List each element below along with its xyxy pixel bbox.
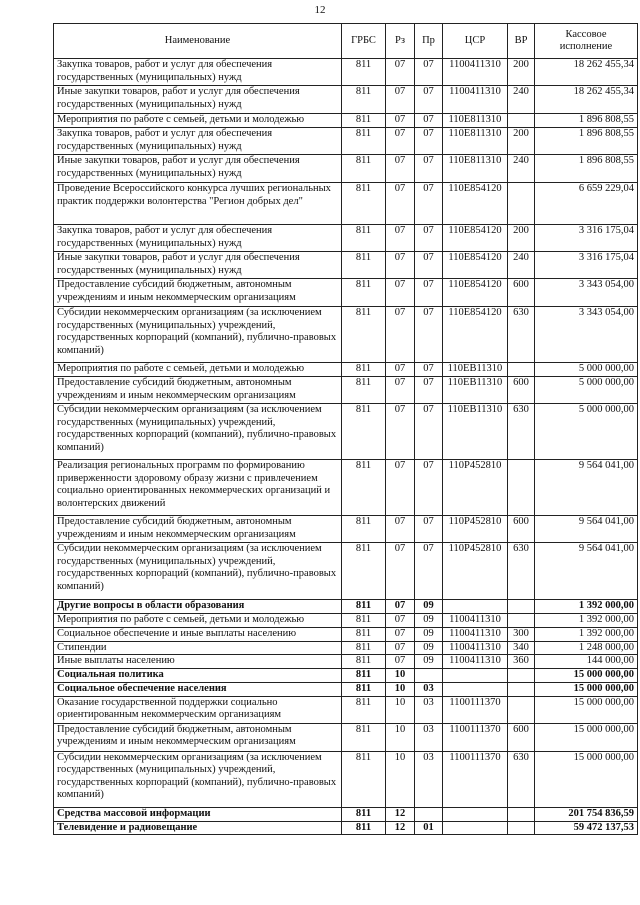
cell-rz: 07 <box>386 543 415 600</box>
cell-grbs: 811 <box>342 155 386 183</box>
cell-csr: 110EB11310 <box>443 363 508 377</box>
cell-rz: 07 <box>386 627 415 641</box>
cell-grbs: 811 <box>342 543 386 600</box>
cell-grbs: 811 <box>342 377 386 404</box>
cell-pr: 07 <box>415 114 443 128</box>
cell-csr <box>443 669 508 683</box>
cell-grbs: 811 <box>342 363 386 377</box>
cell-pr: 07 <box>415 155 443 183</box>
cell-grbs: 811 <box>342 183 386 225</box>
cell-name: Мероприятия по работе с семьей, детьми и молодежью <box>54 114 342 128</box>
cell-vr: 600 <box>508 516 535 543</box>
header-name: Наименование <box>54 24 342 59</box>
cell-name: Предоставление субсидий бюджетным, автономным учреждениям и иным некоммерческим организациям <box>54 377 342 404</box>
cell-vr: 240 <box>508 86 535 114</box>
cell-rz: 10 <box>386 751 415 807</box>
cell-grbs: 811 <box>342 723 386 751</box>
cell-name: Иные закупки товаров, работ и услуг для обеспечения государственных (муниципальных) нужд <box>54 155 342 183</box>
table-row <box>54 279 638 307</box>
table-row <box>54 183 638 225</box>
cell-pr: 09 <box>415 600 443 614</box>
cell-name: Телевидение и радиовещание <box>54 821 342 835</box>
cell-csr: 1100411310 <box>443 59 508 86</box>
cell-grbs: 811 <box>342 225 386 252</box>
cell-rz: 07 <box>386 252 415 279</box>
cell-vr: 200 <box>508 128 535 155</box>
table-row <box>54 363 638 377</box>
cell-amount: 5 000 000,00 <box>535 404 638 460</box>
budget-execution-table <box>53 23 638 835</box>
cell-name: Оказание государственной поддержки социально ориентированным некоммерческим организациям <box>54 696 342 723</box>
cell-csr: 1100411310 <box>443 86 508 114</box>
cell-csr: 1100411310 <box>443 641 508 655</box>
header-grbs: ГРБС <box>342 24 386 59</box>
cell-csr: 1100411310 <box>443 627 508 641</box>
cell-csr: 110E811310 <box>443 155 508 183</box>
cell-vr <box>508 460 535 516</box>
table-body <box>54 59 638 835</box>
cell-name: Иные выплаты населению <box>54 655 342 669</box>
cell-name: Средства массовой информации <box>54 807 342 821</box>
table-row <box>54 682 638 696</box>
cell-rz: 07 <box>386 86 415 114</box>
cell-amount: 15 000 000,00 <box>535 723 638 751</box>
cell-vr <box>508 821 535 835</box>
table-row <box>54 614 638 628</box>
cell-amount: 1 392 000,00 <box>535 627 638 641</box>
cell-name: Предоставление субсидий бюджетным, автономным учреждениям и иным некоммерческим организациям <box>54 516 342 543</box>
header-pr: Пр <box>415 24 443 59</box>
cell-amount: 3 316 175,04 <box>535 252 638 279</box>
table-row <box>54 641 638 655</box>
cell-pr: 07 <box>415 404 443 460</box>
cell-csr: 110E854120 <box>443 279 508 307</box>
cell-vr: 360 <box>508 655 535 669</box>
header-vr: ВР <box>508 24 535 59</box>
table-row <box>54 86 638 114</box>
cell-csr: 110E811310 <box>443 114 508 128</box>
cell-grbs: 811 <box>342 516 386 543</box>
cell-rz: 07 <box>386 363 415 377</box>
cell-amount: 15 000 000,00 <box>535 751 638 807</box>
cell-csr: 1100111370 <box>443 696 508 723</box>
cell-amount: 1 896 808,55 <box>535 114 638 128</box>
cell-name: Другие вопросы в области образования <box>54 600 342 614</box>
cell-csr: 1100411310 <box>443 655 508 669</box>
cell-name: Иные закупки товаров, работ и услуг для обеспечения государственных (муниципальных) нужд <box>54 86 342 114</box>
cell-name: Проведение Всероссийского конкурса лучших региональных практик поддержки волонтерства "Регион добрых дел" <box>54 183 342 225</box>
cell-grbs: 811 <box>342 59 386 86</box>
cell-pr: 09 <box>415 655 443 669</box>
table-row <box>54 807 638 821</box>
cell-pr: 07 <box>415 363 443 377</box>
cell-vr: 240 <box>508 252 535 279</box>
cell-grbs: 811 <box>342 86 386 114</box>
cell-grbs: 811 <box>342 404 386 460</box>
header-amount: Кассовое исполнение <box>535 24 638 59</box>
cell-pr: 03 <box>415 682 443 696</box>
cell-rz: 07 <box>386 128 415 155</box>
cell-vr: 340 <box>508 641 535 655</box>
table-header-row <box>54 24 638 59</box>
cell-rz: 07 <box>386 516 415 543</box>
cell-csr: 1100411310 <box>443 614 508 628</box>
cell-csr: 110E854120 <box>443 183 508 225</box>
cell-pr: 03 <box>415 723 443 751</box>
cell-amount: 1 392 000,00 <box>535 614 638 628</box>
cell-vr: 240 <box>508 155 535 183</box>
cell-pr: 07 <box>415 252 443 279</box>
cell-vr: 300 <box>508 627 535 641</box>
cell-name: Мероприятия по работе с семьей, детьми и молодежью <box>54 363 342 377</box>
table-row <box>54 821 638 835</box>
cell-amount: 9 564 041,00 <box>535 460 638 516</box>
cell-pr: 07 <box>415 279 443 307</box>
cell-pr: 09 <box>415 614 443 628</box>
cell-vr: 630 <box>508 543 535 600</box>
cell-vr <box>508 696 535 723</box>
cell-grbs: 811 <box>342 128 386 155</box>
table-row <box>54 543 638 600</box>
cell-grbs: 811 <box>342 751 386 807</box>
cell-pr: 07 <box>415 516 443 543</box>
table-row <box>54 600 638 614</box>
cell-vr: 200 <box>508 59 535 86</box>
cell-name: Субсидии некоммерческим организациям (за исключением государственных (муниципальных) учреждений, государственных корпораций (компаний), публично-правовых компаний) <box>54 543 342 600</box>
cell-amount: 1 392 000,00 <box>535 600 638 614</box>
table-row <box>54 655 638 669</box>
cell-grbs: 811 <box>342 669 386 683</box>
cell-rz: 10 <box>386 696 415 723</box>
cell-vr: 630 <box>508 307 535 363</box>
cell-pr: 07 <box>415 128 443 155</box>
cell-name: Социальное обеспечение населения <box>54 682 342 696</box>
cell-vr <box>508 669 535 683</box>
cell-name: Социальная политика <box>54 669 342 683</box>
cell-vr: 600 <box>508 723 535 751</box>
cell-grbs: 811 <box>342 807 386 821</box>
table-row <box>54 696 638 723</box>
cell-name: Закупка товаров, работ и услуг для обеспечения государственных (муниципальных) нужд <box>54 225 342 252</box>
cell-amount: 9 564 041,00 <box>535 543 638 600</box>
cell-name: Стипендии <box>54 641 342 655</box>
cell-pr: 07 <box>415 377 443 404</box>
cell-csr: 110E811310 <box>443 128 508 155</box>
cell-amount: 5 000 000,00 <box>535 363 638 377</box>
cell-name: Закупка товаров, работ и услуг для обеспечения государственных (муниципальных) нужд <box>54 59 342 86</box>
cell-vr <box>508 363 535 377</box>
cell-rz: 07 <box>386 225 415 252</box>
cell-pr: 03 <box>415 751 443 807</box>
cell-grbs: 811 <box>342 114 386 128</box>
cell-amount: 18 262 455,34 <box>535 86 638 114</box>
cell-amount: 18 262 455,34 <box>535 59 638 86</box>
table-row <box>54 751 638 807</box>
cell-rz: 10 <box>386 669 415 683</box>
cell-pr: 03 <box>415 696 443 723</box>
cell-rz: 07 <box>386 183 415 225</box>
cell-csr: 1100111370 <box>443 751 508 807</box>
cell-rz: 12 <box>386 821 415 835</box>
cell-pr: 07 <box>415 59 443 86</box>
cell-grbs: 811 <box>342 600 386 614</box>
cell-rz: 07 <box>386 59 415 86</box>
cell-amount: 1 896 808,55 <box>535 155 638 183</box>
cell-amount: 1 896 808,55 <box>535 128 638 155</box>
cell-grbs: 811 <box>342 614 386 628</box>
cell-name: Социальное обеспечение и иные выплаты населению <box>54 627 342 641</box>
cell-vr: 200 <box>508 225 535 252</box>
cell-vr <box>508 682 535 696</box>
cell-amount: 3 343 054,00 <box>535 307 638 363</box>
cell-amount: 1 248 000,00 <box>535 641 638 655</box>
cell-rz: 07 <box>386 655 415 669</box>
cell-amount: 6 659 229,04 <box>535 183 638 225</box>
table-row <box>54 128 638 155</box>
cell-vr <box>508 114 535 128</box>
cell-rz: 07 <box>386 404 415 460</box>
cell-vr: 600 <box>508 279 535 307</box>
cell-amount: 59 472 137,53 <box>535 821 638 835</box>
cell-csr <box>443 807 508 821</box>
cell-rz: 07 <box>386 114 415 128</box>
cell-pr: 07 <box>415 183 443 225</box>
cell-rz: 07 <box>386 641 415 655</box>
cell-amount: 15 000 000,00 <box>535 682 638 696</box>
cell-rz: 07 <box>386 155 415 183</box>
cell-vr <box>508 600 535 614</box>
cell-amount: 15 000 000,00 <box>535 669 638 683</box>
cell-rz: 10 <box>386 723 415 751</box>
table-row <box>54 404 638 460</box>
cell-rz: 07 <box>386 600 415 614</box>
cell-amount: 3 343 054,00 <box>535 279 638 307</box>
cell-name: Субсидии некоммерческим организациям (за исключением государственных (муниципальных) учреждений, государственных корпораций (компаний), публично-правовых компаний) <box>54 307 342 363</box>
table-row <box>54 723 638 751</box>
table-row <box>54 114 638 128</box>
cell-rz: 10 <box>386 682 415 696</box>
page-number: 12 <box>314 4 326 16</box>
cell-csr <box>443 600 508 614</box>
table-row <box>54 669 638 683</box>
cell-csr <box>443 682 508 696</box>
cell-csr: 110E854120 <box>443 225 508 252</box>
cell-grbs: 811 <box>342 627 386 641</box>
cell-grbs: 811 <box>342 307 386 363</box>
cell-rz: 07 <box>386 614 415 628</box>
table-row <box>54 252 638 279</box>
cell-amount: 201 754 836,59 <box>535 807 638 821</box>
cell-grbs: 811 <box>342 641 386 655</box>
cell-rz: 07 <box>386 279 415 307</box>
cell-name: Предоставление субсидий бюджетным, автономным учреждениям и иным некоммерческим организациям <box>54 279 342 307</box>
cell-grbs: 811 <box>342 460 386 516</box>
cell-vr <box>508 614 535 628</box>
table-row <box>54 307 638 363</box>
cell-csr: 110P452810 <box>443 516 508 543</box>
cell-pr <box>415 807 443 821</box>
cell-amount: 5 000 000,00 <box>535 377 638 404</box>
cell-amount: 3 316 175,04 <box>535 225 638 252</box>
cell-vr: 600 <box>508 377 535 404</box>
cell-pr: 07 <box>415 86 443 114</box>
cell-csr: 110EB11310 <box>443 377 508 404</box>
cell-pr <box>415 669 443 683</box>
cell-grbs: 811 <box>342 821 386 835</box>
cell-csr: 110P452810 <box>443 460 508 516</box>
cell-grbs: 811 <box>342 696 386 723</box>
cell-name: Иные закупки товаров, работ и услуг для обеспечения государственных (муниципальных) нужд <box>54 252 342 279</box>
cell-amount: 15 000 000,00 <box>535 696 638 723</box>
cell-rz: 07 <box>386 307 415 363</box>
cell-amount: 9 564 041,00 <box>535 516 638 543</box>
cell-pr: 07 <box>415 543 443 600</box>
cell-csr <box>443 821 508 835</box>
table-row <box>54 627 638 641</box>
cell-grbs: 811 <box>342 655 386 669</box>
table-row <box>54 155 638 183</box>
cell-name: Мероприятия по работе с семьей, детьми и молодежью <box>54 614 342 628</box>
cell-pr: 07 <box>415 225 443 252</box>
cell-name: Предоставление субсидий бюджетным, автономным учреждениям и иным некоммерческим организациям <box>54 723 342 751</box>
table-row <box>54 59 638 86</box>
cell-name: Закупка товаров, работ и услуг для обеспечения государственных (муниципальных) нужд <box>54 128 342 155</box>
cell-vr <box>508 183 535 225</box>
cell-csr: 110P452810 <box>443 543 508 600</box>
cell-name: Субсидии некоммерческим организациям (за исключением государственных (муниципальных) учреждений, государственных корпораций (компаний), публично-правовых компаний) <box>54 751 342 807</box>
table-row <box>54 377 638 404</box>
table-row <box>54 460 638 516</box>
table-row <box>54 225 638 252</box>
cell-grbs: 811 <box>342 279 386 307</box>
cell-rz: 07 <box>386 460 415 516</box>
cell-amount: 144 000,00 <box>535 655 638 669</box>
cell-rz: 12 <box>386 807 415 821</box>
cell-rz: 07 <box>386 377 415 404</box>
cell-vr: 630 <box>508 404 535 460</box>
cell-csr: 110E854120 <box>443 307 508 363</box>
header-csr: ЦСР <box>443 24 508 59</box>
cell-pr: 01 <box>415 821 443 835</box>
cell-vr: 630 <box>508 751 535 807</box>
cell-csr: 1100111370 <box>443 723 508 751</box>
cell-name: Реализация региональных программ по формированию приверженности здоровому образу жизни с привлечением социально ориентированных некоммерческих организаций и волонтерских движений <box>54 460 342 516</box>
cell-name: Субсидии некоммерческим организациям (за исключением государственных (муниципальных) учреждений, государственных корпораций (компаний), публично-правовых компаний) <box>54 404 342 460</box>
cell-grbs: 811 <box>342 252 386 279</box>
cell-pr: 09 <box>415 627 443 641</box>
header-rz: Рз <box>386 24 415 59</box>
cell-csr: 110E854120 <box>443 252 508 279</box>
cell-grbs: 811 <box>342 682 386 696</box>
cell-pr: 07 <box>415 307 443 363</box>
cell-vr <box>508 807 535 821</box>
cell-pr: 07 <box>415 460 443 516</box>
cell-csr: 110EB11310 <box>443 404 508 460</box>
cell-pr: 09 <box>415 641 443 655</box>
table-row <box>54 516 638 543</box>
